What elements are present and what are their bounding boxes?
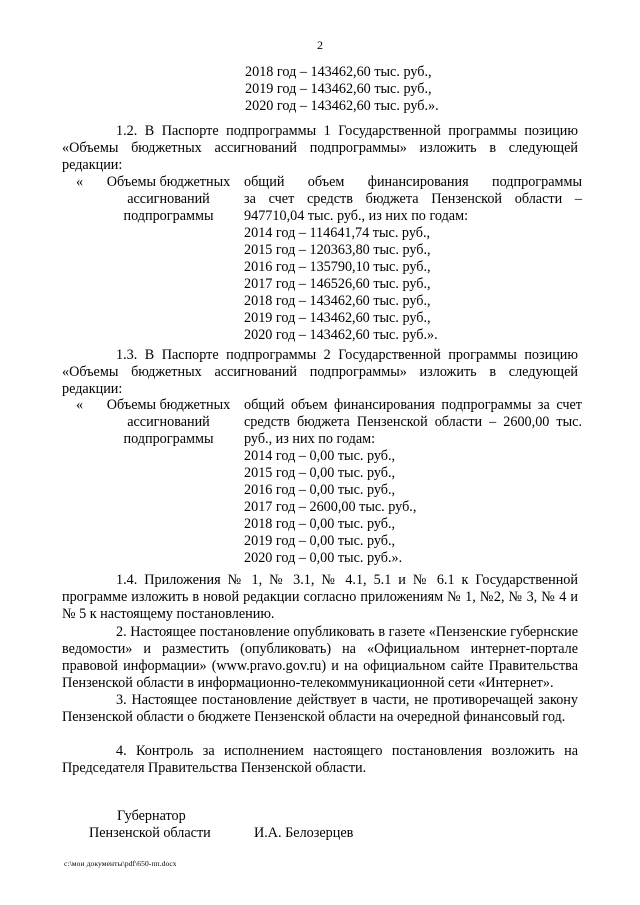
block1-value-line: 2020 год – 143462,60 тыс. руб.». xyxy=(244,327,438,343)
block2-value-line: 2019 год – 0,00 тыс. руб., xyxy=(244,533,396,549)
block1-label-line: подпрограммы xyxy=(123,208,214,224)
block2-value-line: средств бюджета Пензенской области – 2600,00 тыс. xyxy=(244,414,582,430)
block2-label-line: Объемы бюджетных xyxy=(106,397,231,413)
footer-file-path: c:\мои документы\pdf\650-пп.docx xyxy=(64,859,177,868)
block1-value-line: 2015 год – 120363,80 тыс. руб., xyxy=(244,242,431,258)
block1-label-line: Объемы бюджетных xyxy=(106,174,231,190)
top-line-2018: 2018 год – 143462,60 тыс. руб., xyxy=(245,64,432,80)
block2-value-line: 2020 год – 0,00 тыс. руб.». xyxy=(244,550,403,566)
paragraph-4: 4. Контроль за исполнением настоящего постановления возложить на Председателя Правительства Пензенской области. xyxy=(62,743,578,776)
paragraph-1-3: 1.3. В Паспорте подпрограммы 2 Государственной программы позицию «Объемы бюджетных ассигнований подпрограммы» изложить в следующей редакции: xyxy=(62,347,578,397)
block2-label-line: подпрограммы xyxy=(123,431,214,447)
block1-value xyxy=(244,174,582,344)
block2-label-line: ассигнований xyxy=(127,414,210,430)
block2-value-line: общий объем финансирования подпрограммы за счет xyxy=(244,397,582,413)
block1-value-line: за счет средств бюджета Пензенской области – xyxy=(244,191,582,207)
page-number: 2 xyxy=(317,38,323,52)
block1-value-line: 2018 год – 143462,60 тыс. руб., xyxy=(244,293,431,309)
top-line-2020: 2020 год – 143462,60 тыс. руб.». xyxy=(245,98,439,114)
block2-value-line: 2018 год – 0,00 тыс. руб., xyxy=(244,516,396,532)
signature-region: Пензенской области xyxy=(89,825,211,841)
block1-label xyxy=(96,174,241,225)
block2-label xyxy=(96,397,241,448)
block2-value-line: 2014 год – 0,00 тыс. руб., xyxy=(244,448,396,464)
block2-value-line: 2016 год – 0,00 тыс. руб., xyxy=(244,482,396,498)
block2-value-line: руб., из них по годам: xyxy=(244,431,376,447)
block1-value-line: 2019 год – 143462,60 тыс. руб., xyxy=(244,310,431,326)
paragraph-3: 3. Настоящее постановление действует в части, не противоречащей закону Пензенской области о бюджете Пензенской области на очередной финансовый год. xyxy=(62,692,578,725)
signature-name: И.А. Белозерцев xyxy=(254,825,354,841)
block2-value-line: 2017 год – 2600,00 тыс. руб., xyxy=(244,499,417,515)
block1-value-line: 947710,04 тыс. руб., из них по годам: xyxy=(244,208,469,224)
block2-value-line: 2015 год – 0,00 тыс. руб., xyxy=(244,465,396,481)
top-line-2019: 2019 год – 143462,60 тыс. руб., xyxy=(245,81,432,97)
block1-value-line: 2016 год – 135790,10 тыс. руб., xyxy=(244,259,431,275)
paragraph-1-4: 1.4. Приложения № 1, № 3.1, № 4.1, 5.1 и № 6.1 к Государственной программе изложить в новой редакции согласно приложениям № 1, №2, № 3, № 4 и № 5 к настоящему постановлению. xyxy=(62,572,578,622)
block1-value-line: общий объем финансирования подпрограммы xyxy=(244,174,582,190)
open-quote: « xyxy=(76,397,84,413)
block2-value xyxy=(244,397,582,567)
block1-value-line: 2017 год – 146526,60 тыс. руб., xyxy=(244,276,431,292)
open-quote: « xyxy=(76,174,84,190)
block1-label-line: ассигнований xyxy=(127,191,210,207)
block1-value-line: 2014 год – 114641,74 тыс. руб., xyxy=(244,225,431,241)
paragraph-2: 2. Настоящее постановление опубликовать в газете «Пензенские губернские ведомости» и разместить (опубликовать) на «Официальном интернет-портале правовой информации» (www.pravo.gov.ru) и на официальном сайте Правительства Пензенской области в информационно-телекоммуникационной сети «Интернет». xyxy=(62,624,578,691)
signature-title: Губернатор xyxy=(117,808,186,824)
budget-block-2 xyxy=(62,397,582,567)
budget-block-1 xyxy=(62,174,582,344)
paragraph-1-2: 1.2. В Паспорте подпрограммы 1 Государственной программы позицию «Объемы бюджетных ассигнований подпрограммы» изложить в следующей редакции: xyxy=(62,123,578,173)
